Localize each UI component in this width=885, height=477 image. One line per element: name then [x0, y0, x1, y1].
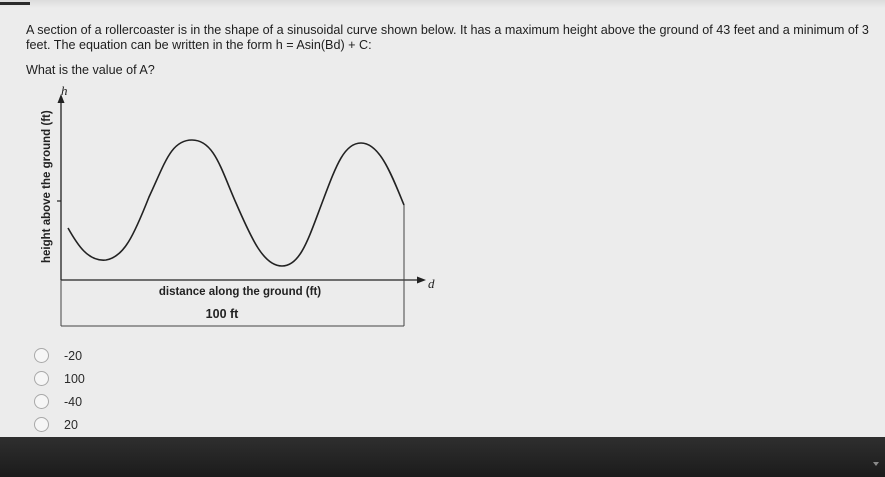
top-strip [0, 0, 885, 8]
y-axis-var: h [61, 83, 68, 98]
option-4[interactable] [34, 413, 85, 436]
progress-indicator [0, 2, 30, 5]
figure-svg [30, 80, 450, 335]
option-label: -40 [64, 394, 83, 409]
answer-options [34, 344, 85, 436]
radio-button[interactable] [34, 371, 49, 386]
x-axis-var: d [428, 276, 435, 291]
sinusoid-curve [68, 140, 404, 266]
x-axis-arrow [417, 277, 426, 284]
option-2[interactable] [34, 367, 85, 390]
radio-button[interactable] [34, 417, 49, 432]
radio-button[interactable] [34, 348, 49, 363]
y-axis-label: height above the ground (ft) [41, 110, 53, 263]
option-1[interactable] [34, 344, 85, 367]
span-label: 100 ft [205, 307, 239, 321]
option-label: -20 [64, 348, 83, 363]
bottom-bar [0, 437, 885, 477]
option-label: 20 [64, 417, 78, 432]
chevron-down-icon [873, 462, 879, 466]
x-axis-label: distance along the ground (ft) [158, 286, 322, 298]
sinusoid-figure [30, 80, 450, 335]
option-label: 100 [64, 371, 85, 386]
question-text: A section of a rollercoaster is in the shape of a sinusoidal curve shown below. It has a maximum height above the ground of 43 feet and a minimum of 3 feet. The equation can be written in the form h = Asin(Bd) + C: [26, 23, 869, 52]
radio-button[interactable] [34, 394, 49, 409]
option-3[interactable] [34, 390, 85, 413]
question-prompt: What is the value of A? [26, 63, 155, 77]
